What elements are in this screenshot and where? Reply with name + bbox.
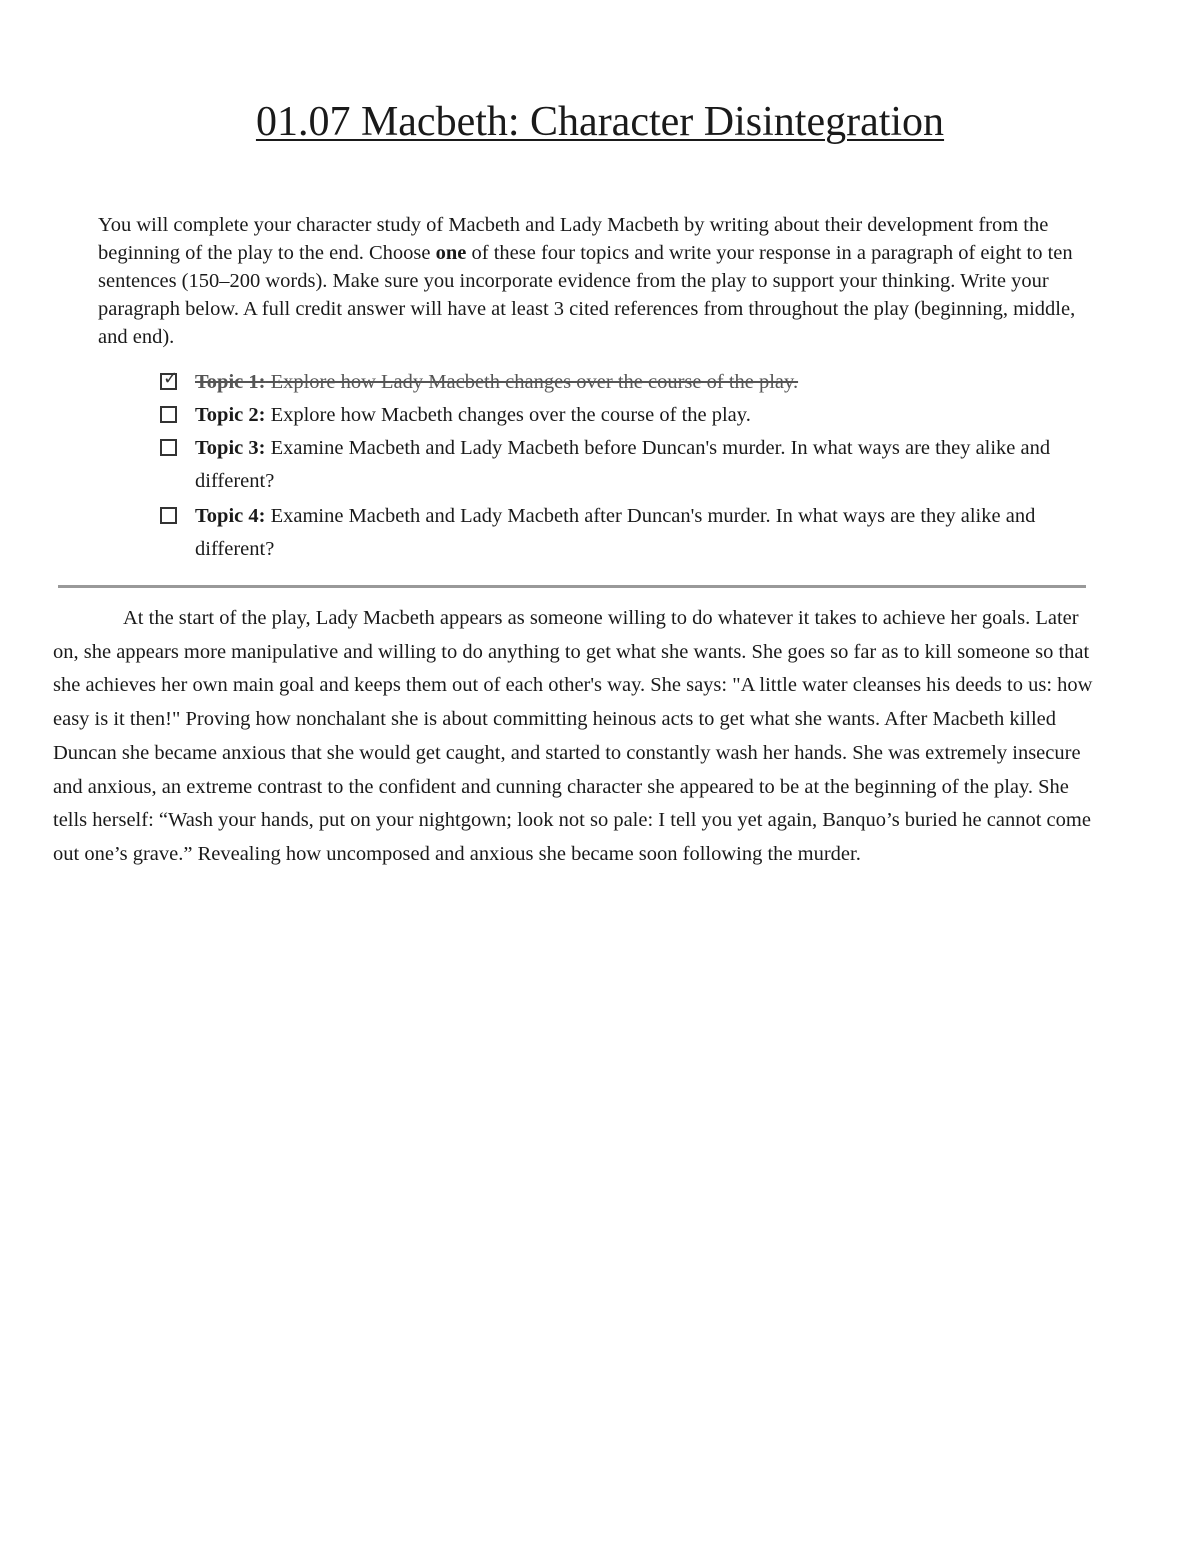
checkmark-icon: ✓	[163, 368, 179, 389]
topic-option-2[interactable]	[160, 399, 1095, 432]
topic-1-checkbox[interactable]	[160, 368, 179, 390]
topic-option-1[interactable]	[160, 366, 1095, 399]
topic-3-description: Examine Macbeth and Lady Macbeth before Duncan's murder. In what ways are they alike and different?	[195, 437, 1051, 492]
section-divider	[58, 585, 1086, 588]
topic-4-label: Topic 4:	[195, 505, 266, 527]
topic-4-text	[195, 505, 1035, 560]
instructions-paragraph	[98, 211, 1098, 351]
topic-2-description: Explore how Macbeth changes over the course of the play.	[265, 404, 751, 426]
topic-3-label: Topic 3:	[195, 437, 266, 459]
topic-2-checkbox[interactable]	[160, 406, 177, 423]
topic-list	[160, 366, 1095, 568]
topic-1-description: Explore how Lady Macbeth changes over the course of the play.	[265, 371, 799, 393]
topic-option-3[interactable]	[160, 432, 1095, 498]
instructions-text-end: of these four topics and write your response in a paragraph of eight to ten sentences (150–200 words). Make sure you incorporate evidence from the play to support your thinking. Write your paragraph below. A full credit answer will have at least 3 cited references from throughout the play (beginning, middle, and end).	[98, 242, 1076, 348]
topic-2-label: Topic 2:	[195, 404, 266, 426]
instructions-emphasis: one	[435, 242, 467, 264]
topic-option-4[interactable]	[160, 500, 1095, 566]
topic-3-checkbox[interactable]	[160, 439, 177, 456]
response-paragraph[interactable]: At the start of the play, Lady Macbeth appears as someone willing to do whatever it takes to achieve her goals. Later on, she appears more manipulative and willing to do anything to get what she wants. She goes so far as to kill someone so that she achieves her own main goal and keeps them out of each other's way. She says: "A little water cleanses his deeds to us: how easy is it then!" Proving how nonchalant she is about committing heinous acts to get what she wants. After Macbeth killed Duncan she became anxious that she would get caught, and started to constantly wash her hands. She was extremely insecure and anxious, an extreme contrast to the confident and cunning character she appeared to be at the beginning of the play. She tells herself: “Wash your hands, put on your nightgown; look not so pale: I tell you yet again, Banquo’s buried he cannot come out one’s grave.” Revealing how uncomposed and anxious she became soon following the murder.	[53, 607, 1093, 865]
topic-4-description: Examine Macbeth and Lady Macbeth after Duncan's murder. In what ways are they alike and different?	[195, 505, 1036, 560]
topic-3-text	[195, 437, 1050, 492]
topic-4-checkbox[interactable]	[160, 507, 177, 524]
topic-2-text	[195, 404, 751, 426]
topic-1-label: Topic 1:	[195, 371, 266, 393]
instructions-text-start: You will complete your character study of Macbeth and Lady Macbeth by writing about their development from the beginning of the play to the end. Choose	[98, 214, 1049, 264]
topic-1-text	[195, 371, 798, 393]
page-title: 01.07 Macbeth: Character Disintegration	[255, 99, 945, 145]
